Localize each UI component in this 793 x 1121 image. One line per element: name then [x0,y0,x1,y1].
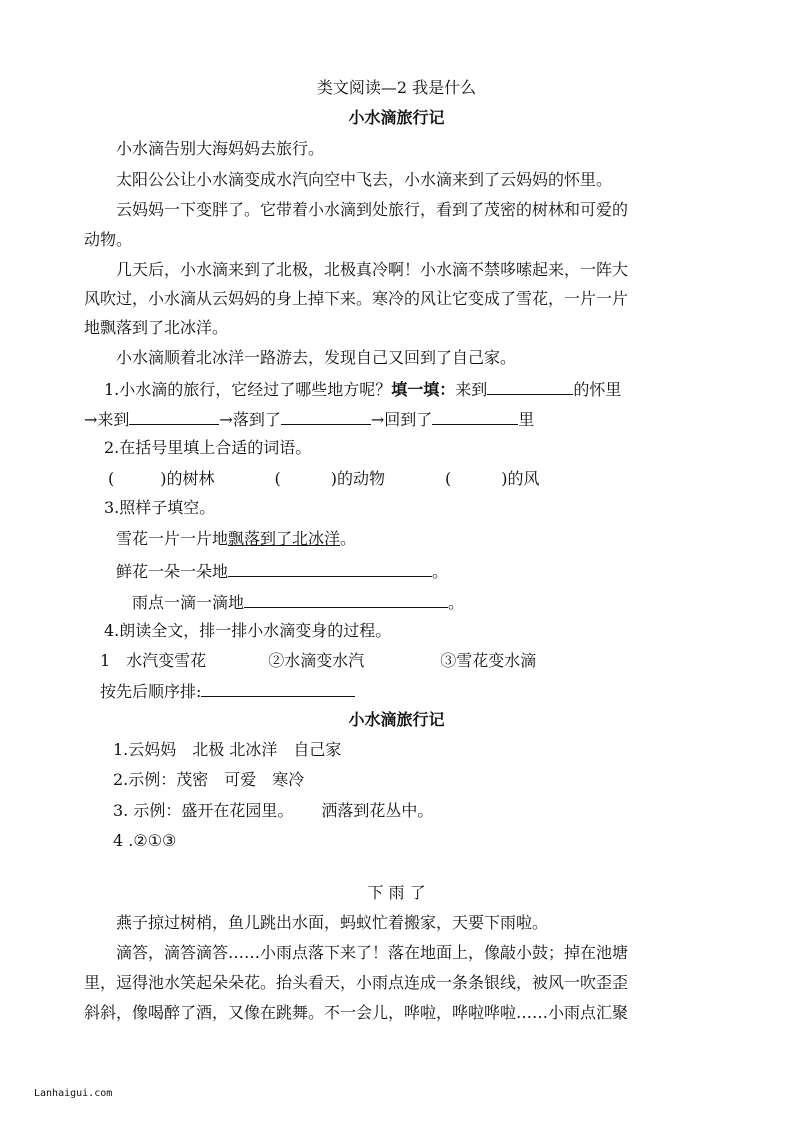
blank-paren-open-3: ( [445,469,452,488]
answer-blank-2[interactable] [129,408,219,425]
answer-3-part-b: 洒落到花丛中。 [321,801,434,820]
blank-wind: )的风 [501,469,540,488]
story-2-title: 下 雨 了 [367,883,426,902]
question-2-blanks [108,468,540,490]
question-1-text-b: 的怀里 [573,380,622,399]
question-4-options [100,650,536,672]
story-title: 小水滴旅行记 [348,108,445,127]
answer-2: 2.示例：茂密 可爱 寒冷 [113,770,305,789]
story-2-paragraph-1: 燕子掠过树梢，鱼儿跳出水面，蚂蚁忙着搬家，天要下雨啦。 [116,913,549,932]
example-prefix: 雪花一片一片地 [116,529,229,548]
question-1-text-a: 来到 [455,380,488,399]
question-2: 2.在括号里填上合适的词语。 [104,438,312,457]
example-period: 。 [340,529,357,548]
answer-blank-1[interactable] [487,378,573,395]
story-paragraph-4-line-3: 地飘落到了北冰洋。 [84,318,229,337]
story-2-paragraph-2-line-3: 斜斜，像喝醉了酒，又像在跳舞。不一会儿，哗啦，哗啦哗啦……小雨点汇聚 [84,1003,629,1022]
answer-blank-7[interactable] [201,680,355,697]
example-underlined: 飘落到了北冰洋 [228,529,341,548]
line-period: 。 [448,593,465,612]
question-1-instruction: 填一填： [391,380,456,399]
story-paragraph-3-line-2: 动物。 [84,230,133,249]
option-2: ②水滴变水汽 [268,651,365,670]
order-label: 按先后顺序排: [100,682,202,701]
question-3-line-2 [132,591,464,614]
blank-animals: )的动物 [330,469,385,488]
answer-3-part-a: 3. 示例：盛开在花园里。 [113,801,294,820]
answer-blank-6[interactable] [244,591,448,608]
answer-4: 4 .②①③ [113,831,177,850]
answers-title: 小水滴旅行记 [348,710,445,729]
line-period: 。 [432,562,449,581]
answer-3 [113,800,433,822]
watermark: Lanhaigui.com [34,1088,113,1099]
story-paragraph-2: 太阳公公让小水滴变成水汽向空中飞去，小水滴来到了云妈妈的怀里。 [116,170,613,189]
question-3-example [116,528,356,550]
answer-blank-4[interactable] [432,408,518,425]
question-1-text-f: 里 [518,410,535,429]
question-1-line-1 [104,378,621,401]
story-2-paragraph-2-line-2: 里，逗得池水笑起朵朵花。抬头看天，小雨点连成一条条银线，被风一吹歪歪 [84,973,629,992]
question-1-text-e: →回到了 [370,410,433,429]
question-3: 3.照样子填空。 [104,498,216,517]
blank-forest: )的树林 [160,469,215,488]
question-1-line-2 [84,408,534,431]
option-1: 1 水汽变雪花 [100,651,207,670]
story-paragraph-3-line-1: 云妈妈一下变胖了。它带着小水滴到处旅行，看到了茂密的树林和可爱的 [116,200,629,219]
question-4-order [100,680,355,703]
story-2-paragraph-2-line-1: 滴答，滴答滴答……小雨点落下来了！落在地面上，像敲小鼓；掉在池塘 [116,943,629,962]
story-paragraph-1: 小水滴告别大海妈妈去旅行。 [116,139,325,158]
rain-prefix: 雨点一滴一滴地 [132,593,245,612]
story-paragraph-4-line-2: 风吹过，小水滴从云妈妈的身上掉下来。寒冷的风让它变成了雪花，一片一片 [84,289,629,308]
flower-prefix: 鲜花一朵一朵地 [116,562,229,581]
answer-1: 1.云妈妈 北极 北冰洋 自己家 [113,740,342,759]
option-3: ③雪花变水滴 [440,651,537,670]
question-4: 4.朗读全文，排一排小水滴变身的过程。 [104,621,392,640]
story-paragraph-4-line-1: 几天后，小水滴来到了北极，北极真冷啊！小水滴不禁哆嗦起来，一阵大 [116,260,629,279]
blank-paren-open-1: ( [108,469,115,488]
answer-blank-5[interactable] [228,560,432,577]
blank-paren-open-2: ( [274,469,281,488]
page-title: 类文阅读—2 我是什么 [316,78,477,97]
question-3-line-1 [116,560,448,583]
question-1-text-c: →来到 [84,410,130,429]
question-1-prefix: 1.小水滴的旅行，它经过了哪些地方呢？ [104,380,392,399]
question-1-text-d: →落到了 [219,410,281,429]
story-paragraph-5: 小水滴顺着北冰洋一路游去，发现自己又回到了自己家。 [116,348,517,367]
answer-blank-3[interactable] [281,408,371,425]
